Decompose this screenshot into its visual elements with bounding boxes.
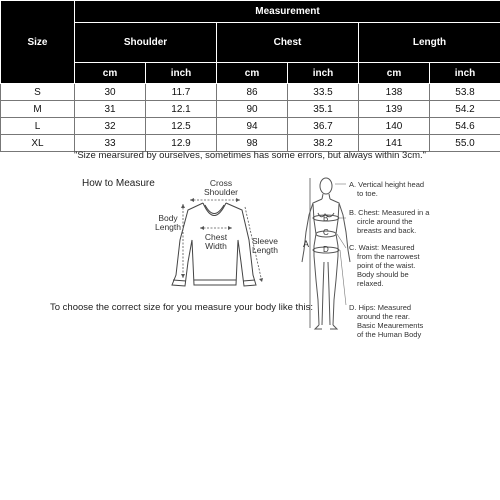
guide-b: B. Chest: Measured in a circle around the breasts and back. (349, 208, 430, 235)
value-cell: 141 (359, 135, 430, 152)
size-cell: S (1, 84, 75, 101)
value-cell: 11.7 (146, 84, 217, 101)
value-cell: 138 (359, 84, 430, 101)
unit-header: inch (288, 63, 359, 84)
value-cell: 54.2 (430, 101, 500, 118)
sleeve-length-label: Sleeve Length (252, 236, 278, 255)
value-cell: 86 (217, 84, 288, 101)
value-cell: 54.6 (430, 118, 500, 135)
value-cell: 139 (359, 101, 430, 118)
value-cell: 12.9 (146, 135, 217, 152)
letter-d: D (323, 245, 329, 254)
size-cell: M (1, 101, 75, 118)
value-cell: 53.8 (430, 84, 500, 101)
value-cell: 98 (217, 135, 288, 152)
letter-a: A (303, 239, 310, 249)
unit-header: cm (359, 63, 430, 84)
guide-c: C. Waist: Measured from the narrowest point of the waist. Body should be relaxed. (349, 243, 420, 288)
value-cell: 31 (75, 101, 146, 118)
measurement-note: "Size mearsured by ourselves, sometimes has some errors, but always within 3cm." (73, 150, 427, 161)
value-cell: 30 (75, 84, 146, 101)
value-cell: 38.2 (288, 135, 359, 152)
value-cell: 35.1 (288, 101, 359, 118)
size-cell: L (1, 118, 75, 135)
measurement-header: Measurement (75, 1, 500, 23)
chest-header: Chest (217, 23, 359, 63)
value-cell: 55.0 (430, 135, 500, 152)
instruction-text: To choose the correct size for you measure your body like this: (50, 302, 313, 313)
length-header: Length (359, 23, 500, 63)
guide-a: A. Vertical height head to toe. (349, 180, 425, 198)
size-header: Size (1, 1, 75, 84)
cross-shoulder-label: Cross Shoulder (203, 178, 239, 197)
letter-b: B (323, 214, 329, 223)
value-cell: 33.5 (288, 84, 359, 101)
value-cell: 140 (359, 118, 430, 135)
shoulder-header: Shoulder (75, 23, 217, 63)
value-cell: 12.5 (146, 118, 217, 135)
unit-header: cm (217, 63, 288, 84)
value-cell: 36.7 (288, 118, 359, 135)
unit-header: inch (146, 63, 217, 84)
chest-width-label: Chest Width (204, 232, 228, 251)
value-cell: 32 (75, 118, 146, 135)
value-cell: 33 (75, 135, 146, 152)
unit-header: cm (75, 63, 146, 84)
how-to-measure-title: How to Measure (82, 178, 155, 189)
guide-d: D. Hips: Measured around the rear. Basic Meaurements of the Human Body (349, 303, 424, 339)
value-cell: 90 (217, 101, 288, 118)
unit-header: inch (430, 63, 500, 84)
body-length-label: Body Length (155, 213, 181, 232)
size-cell: XL (1, 135, 75, 152)
value-cell: 94 (217, 118, 288, 135)
letter-c: C (323, 228, 329, 237)
value-cell: 12.1 (146, 101, 217, 118)
